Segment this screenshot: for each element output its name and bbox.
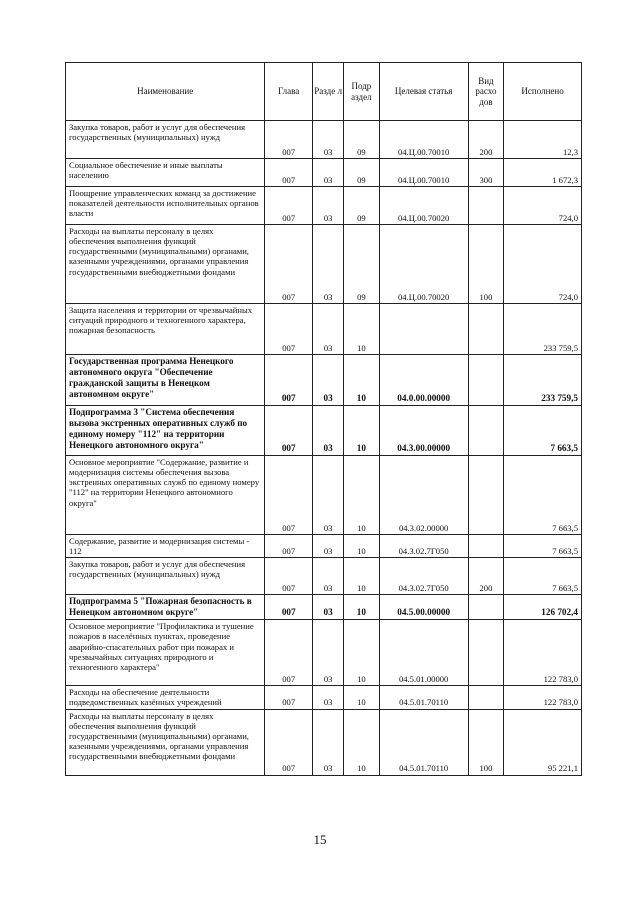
page-number: 15 [313, 832, 327, 847]
cell-name: Основное мероприятие "Содержание, развитие и модернизация системы обеспечения вызова экстренных оперативных служб по единому номеру "112" на территории Ненецкого автономного округа" [66, 456, 265, 535]
table-row [66, 456, 582, 535]
cell-target: 04.Ц.00.70020 [379, 225, 468, 304]
cell-name: Содержание, развитие и модернизация системы - 112 [66, 535, 265, 558]
cell-expense-type [468, 620, 503, 686]
cell-target: 04.Ц.00.70010 [379, 159, 468, 187]
cell-target: 04.3.02.00000 [379, 456, 468, 535]
cell-expense-type: 300 [468, 159, 503, 187]
table-row [66, 304, 582, 355]
cell-subsection: 10 [344, 406, 379, 456]
cell-section: 03 [313, 709, 344, 775]
cell-expense-type [468, 187, 503, 225]
cell-executed: 233 759,5 [504, 304, 582, 355]
cell-section: 03 [313, 121, 344, 159]
table-row [66, 355, 582, 406]
cell-section: 03 [313, 355, 344, 406]
cell-executed: 122 783,0 [504, 620, 582, 686]
cell-chapter: 007 [265, 595, 313, 620]
header-executed: Исполнено [504, 63, 582, 121]
table-body [66, 121, 582, 776]
cell-executed: 7 663,5 [504, 456, 582, 535]
table-row [66, 406, 582, 456]
header-chapter: Глава [265, 63, 313, 121]
cell-name: Основное мероприятие "Профилактика и тушение пожаров в населённых пунктах, проведение аварийно-спасательных работ при пожарах и чрезвычайных ситуациях природного и техногенного характера" [66, 620, 265, 686]
table-row [66, 595, 582, 620]
cell-target: 04.5.01.00000 [379, 620, 468, 686]
table-row [66, 558, 582, 595]
cell-section: 03 [313, 406, 344, 456]
cell-target: 04.3.02.7Г050 [379, 535, 468, 558]
cell-chapter: 007 [265, 686, 313, 709]
cell-name: Социальное обеспечение и иные выплаты населению [66, 159, 265, 187]
cell-name: Расходы на выплаты персоналу в целях обеспечения выполнения функций государственными (муниципальными) органами, казенными учреждениями, органами управления государственными внебюджетными фондами [66, 225, 265, 304]
cell-name: Расходы на выплаты персоналу в целях обеспечения выполнения функций государственными (муниципальными) органами, казенными учреждениями, органами управления государственными внебюджетными фондами [66, 709, 265, 775]
cell-subsection: 10 [344, 456, 379, 535]
cell-section: 03 [313, 558, 344, 595]
cell-subsection: 10 [344, 620, 379, 686]
table-row [66, 709, 582, 775]
cell-expense-type [468, 355, 503, 406]
cell-section: 03 [313, 456, 344, 535]
cell-subsection: 10 [344, 595, 379, 620]
table-row [66, 686, 582, 709]
cell-name: Закупка товаров, работ и услуг для обеспечения государственных (муниципальных) нужд [66, 121, 265, 159]
cell-expense-type [468, 686, 503, 709]
cell-chapter: 007 [265, 304, 313, 355]
header-row [66, 63, 582, 121]
cell-target: 04.Ц.00.70010 [379, 121, 468, 159]
cell-chapter: 007 [265, 355, 313, 406]
cell-target: 04.5.01.70110 [379, 709, 468, 775]
cell-expense-type [468, 595, 503, 620]
cell-section: 03 [313, 595, 344, 620]
cell-subsection: 10 [344, 355, 379, 406]
cell-expense-type: 200 [468, 558, 503, 595]
cell-subsection: 09 [344, 121, 379, 159]
budget-table [65, 62, 582, 776]
cell-executed: 122 783,0 [504, 686, 582, 709]
cell-subsection: 10 [344, 558, 379, 595]
cell-target [379, 304, 468, 355]
cell-executed: 7 663,5 [504, 406, 582, 456]
header-subsection: Подр аздел [344, 63, 379, 121]
cell-subsection: 09 [344, 187, 379, 225]
cell-section: 03 [313, 225, 344, 304]
cell-executed: 126 702,4 [504, 595, 582, 620]
cell-executed: 233 759,5 [504, 355, 582, 406]
cell-chapter: 007 [265, 406, 313, 456]
cell-name: Подпрограмма 3 "Система обеспечения вызова экстренных оперативных служб по единому номеру "112" на территории Ненецкого автономного округа" [66, 406, 265, 456]
cell-name: Подпрограмма 5 "Пожарная безопасность в Ненецком автономном округе" [66, 595, 265, 620]
table-row [66, 620, 582, 686]
cell-chapter: 007 [265, 187, 313, 225]
table-row [66, 535, 582, 558]
cell-name: Расходы на обеспечение деятельности подведомственных казённых учреждений [66, 686, 265, 709]
cell-subsection: 10 [344, 709, 379, 775]
cell-target: 04.5.01.70110 [379, 686, 468, 709]
cell-chapter: 007 [265, 535, 313, 558]
cell-chapter: 007 [265, 558, 313, 595]
cell-executed: 95 221,1 [504, 709, 582, 775]
cell-expense-type [468, 535, 503, 558]
table-header [66, 63, 582, 121]
cell-subsection: 10 [344, 686, 379, 709]
cell-executed: 724,0 [504, 187, 582, 225]
cell-executed: 7 663,5 [504, 535, 582, 558]
cell-expense-type [468, 456, 503, 535]
header-expense-type: Вид расхо дов [468, 63, 503, 121]
cell-name: Защита населения и территории от чрезвычайных ситуаций природного и техногенного характера, пожарная безопасность [66, 304, 265, 355]
cell-subsection: 10 [344, 304, 379, 355]
cell-expense-type: 100 [468, 225, 503, 304]
cell-target: 04.5.00.00000 [379, 595, 468, 620]
cell-executed: 724,0 [504, 225, 582, 304]
cell-executed: 7 663,5 [504, 558, 582, 595]
cell-name: Поощрение управленческих команд за достижение показателей деятельности исполнительных органов власти [66, 187, 265, 225]
cell-section: 03 [313, 686, 344, 709]
cell-chapter: 007 [265, 159, 313, 187]
table-row [66, 159, 582, 187]
cell-chapter: 007 [265, 225, 313, 304]
cell-name: Государственная программа Ненецкого автономного округа "Обеспечение гражданской защиты в Ненецком автономном округе" [66, 355, 265, 406]
table-row [66, 121, 582, 159]
header-name: Наименование [66, 63, 265, 121]
cell-subsection: 09 [344, 225, 379, 304]
cell-expense-type: 100 [468, 709, 503, 775]
cell-expense-type: 200 [468, 121, 503, 159]
cell-chapter: 007 [265, 121, 313, 159]
cell-expense-type [468, 304, 503, 355]
cell-chapter: 007 [265, 620, 313, 686]
header-section: Разде л [313, 63, 344, 121]
table-row [66, 225, 582, 304]
cell-chapter: 007 [265, 709, 313, 775]
cell-executed: 12,3 [504, 121, 582, 159]
cell-executed: 1 672,3 [504, 159, 582, 187]
cell-target: 04.3.00.00000 [379, 406, 468, 456]
cell-section: 03 [313, 304, 344, 355]
cell-target: 04.Ц.00.70020 [379, 187, 468, 225]
cell-subsection: 09 [344, 159, 379, 187]
cell-target: 04.0.00.00000 [379, 355, 468, 406]
cell-name: Закупка товаров, работ и услуг для обеспечения государственных (муниципальных) нужд [66, 558, 265, 595]
cell-expense-type [468, 406, 503, 456]
cell-subsection: 10 [344, 535, 379, 558]
cell-target: 04.3.02.7Г050 [379, 558, 468, 595]
cell-chapter: 007 [265, 456, 313, 535]
header-target: Целевая статья [379, 63, 468, 121]
cell-section: 03 [313, 159, 344, 187]
cell-section: 03 [313, 620, 344, 686]
cell-section: 03 [313, 535, 344, 558]
cell-section: 03 [313, 187, 344, 225]
table-row [66, 187, 582, 225]
